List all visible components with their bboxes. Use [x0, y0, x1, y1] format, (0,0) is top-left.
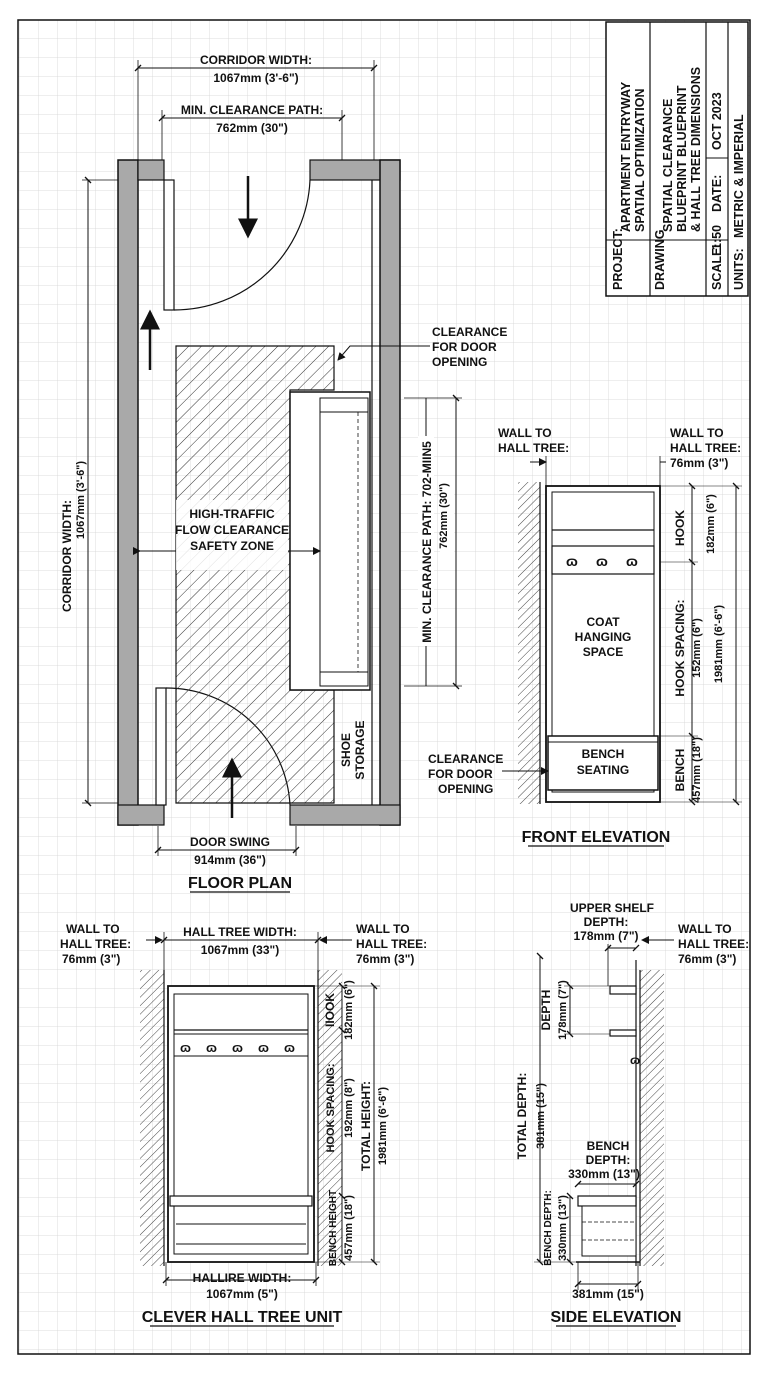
tb-project-label: PROJECT: [611, 228, 625, 290]
ht-bench-height-value: 457mm (18") [343, 1195, 355, 1261]
tb-scale-value: 1:50 [710, 224, 724, 250]
tb-drawing-label: DRAWING [653, 229, 667, 290]
se-bench-depth-side-label: BENCH DEPTH: [543, 1190, 554, 1266]
se-upper-shelf-value: 178mm (7") [573, 929, 639, 943]
fe-hook-value: 182mm (6") [705, 494, 717, 554]
fe-wall-left-2: HALL TREE: [498, 441, 570, 455]
se-wall-right-2: HALL TREE: [678, 937, 750, 951]
fe-door-clearance-1: CLEARANCE [428, 752, 504, 766]
fe-bench-label-2: SEATING [576, 763, 630, 777]
ht-hook-spacing-value: 192mm (8") [343, 1078, 355, 1138]
zone-label-3: SAFETY ZONE [190, 539, 274, 553]
ht-wall-right-1: WALL TO [356, 922, 410, 936]
tb-units-value: METRIC & IMPERIAL [732, 114, 746, 238]
hall-tree-title: CLEVER HALL TREE UNIT [141, 1309, 343, 1326]
fe-hook-icon-1: ɷ [566, 553, 578, 569]
ht-wall-right-value: 76mm (3") [356, 952, 415, 966]
floor-plan-title: FLOOR PLAN [188, 875, 292, 892]
fp-min-clearance-value: 762mm (30") [216, 121, 288, 135]
se-total-depth-value: 381mm (15") [535, 1083, 547, 1149]
fe-wall-left-1: WALL TO [498, 426, 552, 440]
fp-door-swing-value: 914mm (36") [194, 853, 266, 867]
ht-hook-icon-5: ɷ [284, 1040, 295, 1055]
se-bench-depth-side-value: 330mm (13") [557, 1195, 569, 1261]
fp-corridor-width-label: CORRIDOR WIDTH: [200, 53, 312, 67]
se-upper-shelf-1: UPPER SHELF [569, 901, 655, 915]
ht-hook-icon-1: ɷ [180, 1040, 191, 1055]
fp-side-corridor-value: 1067mm (3'-6") [75, 460, 87, 540]
ht-hook-icon-2: ɷ [206, 1040, 217, 1055]
tb-scale-label: SCALE: [710, 243, 724, 290]
tb-drawing-line2: BLUEPRINT BLUEPRINT [675, 85, 689, 232]
fp-side-clearance-value: 762mm (30") [438, 483, 450, 549]
fe-bench-dim-value: 457mm (18") [691, 737, 703, 803]
se-bottom-value: 381mm (15") [572, 1287, 644, 1301]
fe-coat-label-2: HANGING [574, 630, 632, 644]
fp-corridor-width-value: 1067mm (3'-6") [213, 71, 299, 85]
ht-width-label: HALL TREE WIDTH: [183, 925, 297, 939]
fe-bench-dim-label: BENCH [673, 748, 687, 792]
fe-total-value: 1981mm (6'-6") [713, 604, 725, 684]
ht-total-height-label: TOTAL HEIGHT: [359, 1081, 373, 1171]
fp-side-corridor-label: CORRIDOR WIDTH: [60, 500, 74, 612]
fp-min-clearance-label: MIN. CLEARANCE PATH: [180, 103, 324, 117]
ht-wall-right-2: HALL TREE: [356, 937, 428, 951]
tb-date-label: DATE: [710, 174, 724, 212]
se-bench-depth-2: DEPTH: [585, 1153, 631, 1167]
ht-wall-left-2: HALL TREE: [60, 937, 132, 951]
se-hook-icon: ɷ [630, 1053, 641, 1067]
fp-door-clearance-2: FOR DOOR [432, 340, 497, 354]
ht-hook-value: 182mm (6") [343, 980, 355, 1040]
fp-door-clearance-3: OPENING [432, 355, 488, 369]
se-upper-shelf-2: DEPTH: [583, 915, 629, 929]
ht-hook-label: IIOOK [323, 992, 337, 1028]
tb-project-line2: SPATIAL OPTIMIZATION [633, 88, 647, 232]
title-block [606, 22, 748, 296]
ht-total-height-value: 1981mm (6'-6") [377, 1086, 389, 1166]
ht-hook-icon-4: ɷ [258, 1040, 269, 1055]
fp-side-clearance-label: MIN. CLEARANCE PATH: 702-MIIN5 [420, 441, 434, 643]
se-wall-right-1: WALL TO [678, 922, 732, 936]
ht-hook-spacing-label: HOOK SPACING: [325, 1063, 337, 1153]
ht-wall-left-1: WALL TO [66, 922, 120, 936]
se-bench-depth-value: 330mm (13") [568, 1167, 640, 1181]
ht-bottom-width-value: 1067mm (5") [206, 1287, 278, 1301]
fe-hook-spacing-value: 152mm (6") [691, 618, 703, 678]
right-wall [380, 160, 400, 825]
ht-frame [168, 986, 314, 1262]
tb-drawing-line1: SPATIAL CLEARANCE [661, 98, 675, 232]
fe-hook-icon-3: ɷ [626, 553, 638, 569]
fp-shoe-label-2: STORAGE [353, 720, 367, 780]
fe-bench-label-1: BENCH [581, 747, 625, 761]
fe-hook-label: HOOK [673, 510, 687, 546]
ht-width-value: 1067mm (33") [200, 943, 280, 957]
fe-door-clearance-3: OPENING [438, 782, 494, 796]
ht-wall-left-value: 76mm (3") [62, 952, 121, 966]
side-elevation-title: SIDE ELEVATION [550, 1309, 682, 1326]
tb-date-value: OCT 2023 [710, 92, 724, 150]
fe-coat-label-3: SPACE [582, 645, 624, 659]
fe-door-clearance-2: FOR DOOR [428, 767, 493, 781]
zone-label-2: FLOW CLEARANCE [175, 523, 289, 537]
fe-hook-spacing-label: HOOK SPACING: [673, 599, 687, 697]
fp-door-clearance-1: CLEARANCE [432, 325, 508, 339]
fp-shoe-label-1: SHOE [339, 732, 353, 768]
fe-wall-right-2: HALL TREE: [670, 441, 742, 455]
se-depth-label: DEPTH [539, 989, 553, 1031]
se-bench-depth-1: BENCH [586, 1139, 630, 1153]
zone-label-1: HIGH-TRAFFIC [189, 507, 275, 521]
fe-hook-icon-2: ɷ [596, 553, 608, 569]
ht-bench-height-label: BENCH HEIGHT [328, 1189, 339, 1267]
fe-wall-right-value: 76mm (3") [670, 456, 729, 470]
fe-coat-label-1: COAT [586, 615, 620, 629]
tb-drawing-line3: & HALL TREE DIMENSIONS [689, 66, 703, 232]
ht-bottom-width-label: HALLIRE WIDTH: [192, 1271, 292, 1285]
tb-units-label: UNITS: [732, 248, 746, 290]
front-elevation-title: FRONT ELEVATION [521, 829, 671, 846]
ht-hook-icon-3: ɷ [232, 1040, 243, 1055]
left-wall [118, 160, 138, 825]
se-total-depth-label: TOTAL DEPTH: [515, 1072, 529, 1160]
se-depth-value: 178mm (7") [557, 980, 569, 1040]
tb-project-line1: APARTMENT ENTRYWAY [619, 81, 633, 232]
fe-wall-right-1: WALL TO [670, 426, 724, 440]
fp-door-swing-label: DOOR SWING [190, 835, 270, 849]
se-wall-right-value: 76mm (3") [678, 952, 737, 966]
